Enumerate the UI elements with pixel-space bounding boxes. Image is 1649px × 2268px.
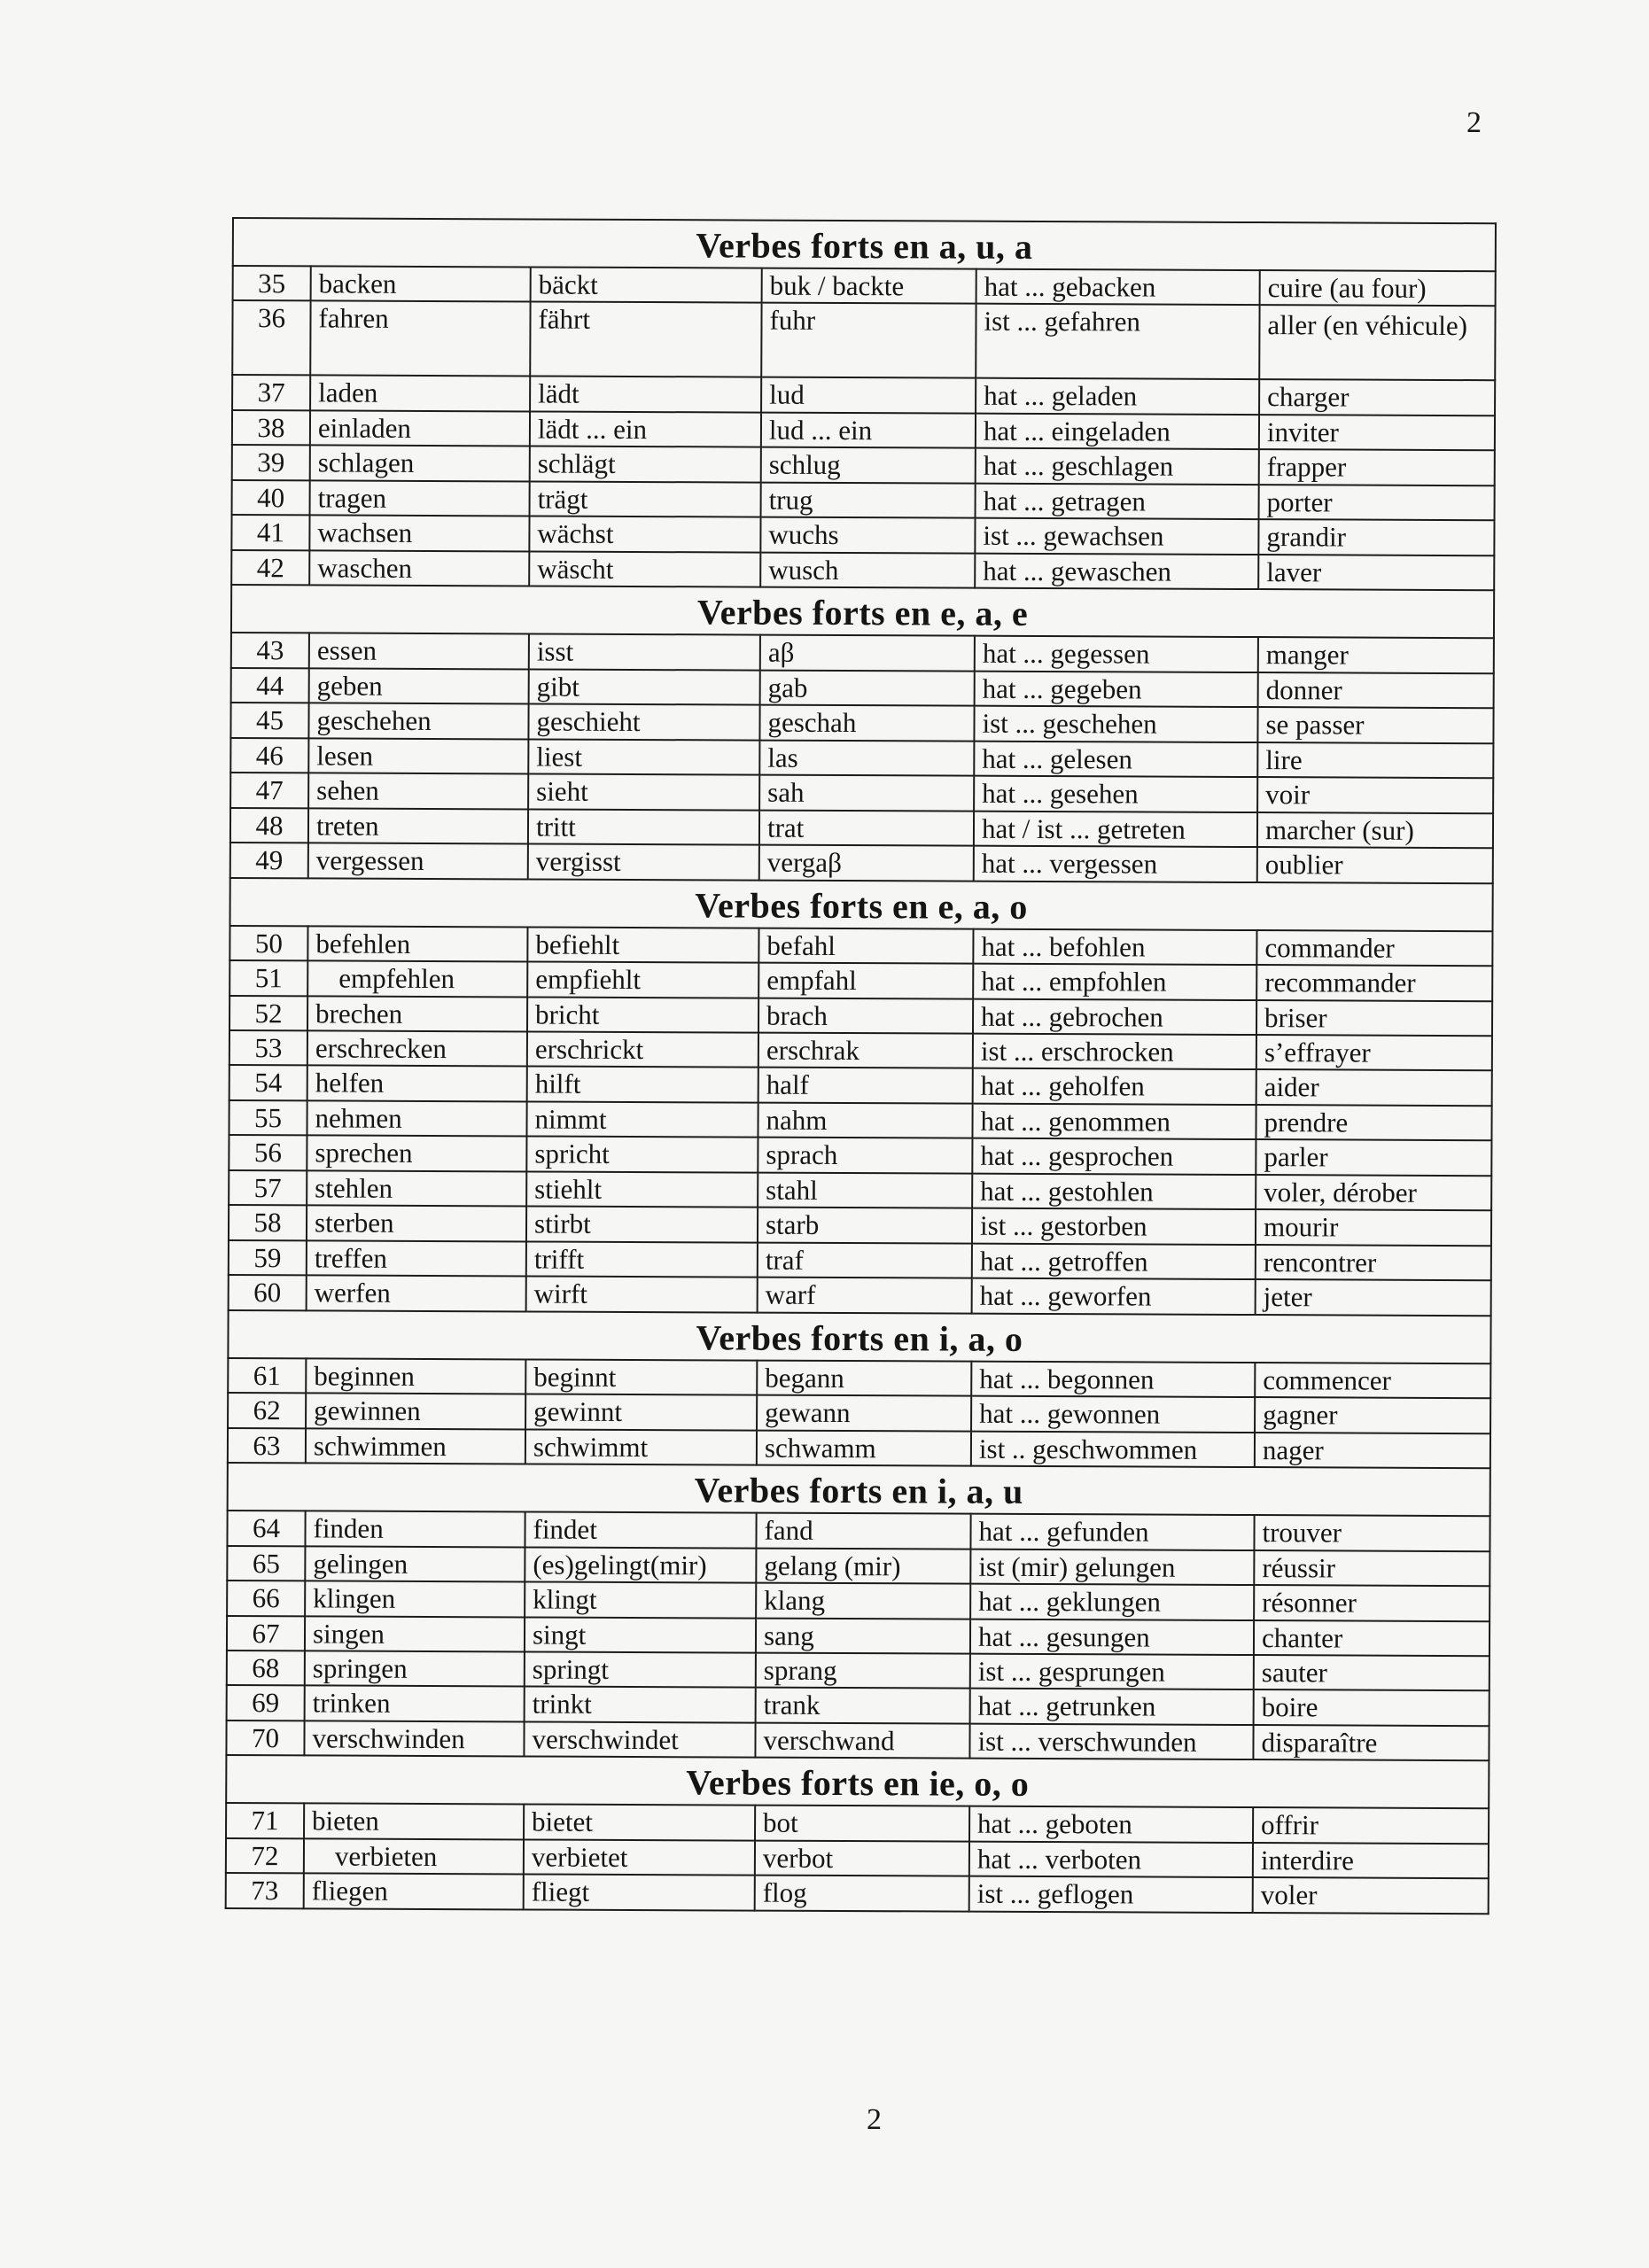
section-header-row <box>230 878 1493 931</box>
verb-french: sauter <box>1254 1655 1490 1691</box>
verb-preterite: half <box>758 1068 973 1104</box>
table-row <box>228 1393 1490 1433</box>
table-row <box>230 808 1493 849</box>
verb-number: 65 <box>227 1546 305 1581</box>
verb-infinitive: laden <box>310 376 530 412</box>
verb-perfect: hat ... gewaschen <box>975 553 1258 589</box>
section-header-row <box>233 218 1496 271</box>
verb-number: 57 <box>229 1170 307 1206</box>
verb-perfect: hat ... gegeben <box>975 671 1258 707</box>
verb-present: trinkt <box>525 1687 756 1723</box>
verb-present: klingt <box>525 1582 756 1619</box>
verb-french: prendre <box>1256 1105 1491 1141</box>
verb-infinitive: fahren <box>310 301 530 377</box>
verb-number: 37 <box>232 375 310 410</box>
verb-french: interdire <box>1253 1843 1489 1879</box>
verb-number: 42 <box>231 550 309 586</box>
verb-infinitive: wachsen <box>309 516 529 552</box>
verb-number: 58 <box>229 1205 307 1240</box>
verb-number: 63 <box>228 1428 306 1464</box>
verb-preterite: gab <box>760 670 975 706</box>
verb-infinitive: helfen <box>307 1066 527 1102</box>
verb-number: 61 <box>228 1358 306 1394</box>
table-row <box>232 480 1495 521</box>
verb-number: 69 <box>227 1685 305 1720</box>
verb-infinitive: finden <box>305 1511 525 1547</box>
verb-french: frapper <box>1259 449 1495 485</box>
verb-number: 46 <box>230 738 308 773</box>
verb-preterite: sang <box>756 1618 970 1654</box>
verb-french: marcher (sur) <box>1257 812 1493 849</box>
verb-number: 73 <box>226 1873 304 1908</box>
verb-perfect: ist .. geschwommen <box>971 1431 1255 1467</box>
verb-number: 44 <box>231 668 309 703</box>
verb-number: 56 <box>229 1135 307 1170</box>
section-header-row <box>228 1463 1490 1516</box>
verb-french: boire <box>1254 1690 1490 1727</box>
verb-number: 47 <box>230 773 308 808</box>
verb-number: 54 <box>229 1065 307 1100</box>
verb-perfect: ist ... verschwunden <box>969 1724 1253 1760</box>
verb-preterite: trat <box>759 810 974 846</box>
table-row <box>231 515 1494 555</box>
verb-infinitive: gelingen <box>305 1546 525 1582</box>
verb-infinitive: singen <box>305 1616 525 1652</box>
verb-number: 55 <box>229 1100 307 1136</box>
table-row <box>226 1720 1489 1761</box>
verb-french: rencontrer <box>1256 1245 1491 1281</box>
verb-perfect: ist ... gefahren <box>976 304 1259 379</box>
verb-present: bietet <box>524 1805 755 1841</box>
verb-french: chanter <box>1254 1620 1490 1657</box>
verb-present: isst <box>529 634 760 671</box>
verb-perfect: hat ... gebrochen <box>973 998 1256 1035</box>
table-row <box>227 1546 1490 1587</box>
verb-preterite: buk / backte <box>762 268 976 305</box>
verb-present: spricht <box>526 1137 758 1173</box>
verb-infinitive: sprechen <box>307 1136 526 1172</box>
verb-preterite: sah <box>759 775 974 812</box>
section-header-row <box>228 1310 1490 1363</box>
verb-perfect: hat ... gebacken <box>976 269 1260 306</box>
verb-french: s’effrayer <box>1256 1035 1492 1071</box>
table-row <box>231 633 1494 673</box>
verb-preterite: trug <box>761 482 976 518</box>
verb-infinitive: bieten <box>304 1804 524 1840</box>
verb-number: 68 <box>227 1651 305 1686</box>
verb-preterite: verbot <box>755 1840 969 1876</box>
verb-french: grandir <box>1258 519 1494 555</box>
verb-perfect: hat ... genommen <box>972 1104 1256 1140</box>
verb-perfect: hat ... geboten <box>969 1806 1253 1843</box>
verb-infinitive: verschwinden <box>304 1720 524 1757</box>
verb-preterite: empfahl <box>758 963 973 999</box>
verb-preterite: starb <box>758 1208 972 1244</box>
verb-preterite: verschwand <box>755 1723 969 1759</box>
verb-present: geschieht <box>528 704 759 741</box>
table-row <box>231 550 1494 591</box>
verb-infinitive: sehen <box>308 773 528 810</box>
verb-preterite: vergaβ <box>759 845 974 882</box>
verb-perfect: ist ... gesprungen <box>970 1654 1254 1690</box>
verb-table-sheet <box>225 217 1495 1915</box>
verb-french: lire <box>1257 742 1493 779</box>
verb-number: 48 <box>230 808 308 843</box>
verb-present: wirft <box>526 1277 758 1313</box>
verb-infinitive: essen <box>309 633 529 670</box>
verb-infinitive: tragen <box>310 480 530 517</box>
verb-infinitive: fliegen <box>304 1874 524 1910</box>
verb-french: trouver <box>1254 1515 1490 1551</box>
table-row <box>230 843 1493 883</box>
verb-present: verschwindet <box>524 1721 755 1758</box>
verb-french: nager <box>1255 1433 1490 1469</box>
verb-infinitive: werfen <box>307 1276 526 1312</box>
verb-present: trägt <box>530 481 761 517</box>
verb-preterite: las <box>759 740 974 776</box>
verb-number: 59 <box>229 1240 307 1276</box>
verb-infinitive: verbieten <box>304 1838 524 1875</box>
verb-french: briser <box>1256 1000 1492 1037</box>
verb-french: aider <box>1256 1069 1492 1106</box>
verb-present: erschrickt <box>527 1031 758 1068</box>
table-row <box>229 1205 1491 1246</box>
verb-present: trifft <box>526 1241 758 1278</box>
verb-infinitive: backen <box>311 266 531 302</box>
verb-infinitive: springen <box>305 1651 525 1687</box>
table-row <box>229 926 1492 967</box>
verb-perfect: hat ... eingeladen <box>976 414 1259 450</box>
verb-infinitive: befehlen <box>307 926 527 962</box>
table-row <box>227 1511 1490 1551</box>
verb-perfect: hat ... vergessen <box>974 846 1257 882</box>
verb-preterite: begann <box>757 1360 971 1396</box>
table-row <box>229 1240 1491 1281</box>
verb-number: 64 <box>227 1511 305 1546</box>
strong-verbs-table <box>225 217 1497 1915</box>
verb-infinitive: sterben <box>307 1206 526 1242</box>
verb-preterite: erschrak <box>758 1033 973 1069</box>
table-row <box>227 1616 1490 1657</box>
verb-french: commencer <box>1255 1363 1490 1399</box>
table-row <box>232 410 1495 451</box>
verb-preterite: wuchs <box>760 517 975 554</box>
verb-preterite: bot <box>755 1806 969 1842</box>
verb-perfect: hat ... geschlagen <box>976 448 1259 485</box>
verb-french: cuire (au four) <box>1260 270 1496 307</box>
verb-french: mourir <box>1256 1209 1491 1246</box>
verb-present: liest <box>528 739 759 775</box>
verb-number: 71 <box>226 1803 304 1838</box>
verb-french: charger <box>1259 380 1495 416</box>
table-row <box>230 773 1493 813</box>
verb-french: disparaître <box>1253 1725 1489 1761</box>
verb-present: schwimmt <box>525 1429 757 1465</box>
verb-preterite: befahl <box>758 928 973 964</box>
verb-number: 43 <box>231 633 309 668</box>
verb-preterite: sprach <box>758 1138 972 1174</box>
verb-perfect: ist ... erschrocken <box>973 1034 1256 1070</box>
verb-infinitive: empfehlen <box>307 960 527 997</box>
verb-french: voir <box>1257 777 1493 813</box>
verb-present: singt <box>525 1617 756 1653</box>
verb-present: wächst <box>529 517 760 553</box>
verb-present: sieht <box>528 774 759 811</box>
table-row <box>231 668 1494 709</box>
verb-infinitive: lesen <box>308 738 528 774</box>
page-number-bottom: 2 <box>867 2103 882 2136</box>
verb-french: jeter <box>1256 1279 1491 1316</box>
verb-infinitive: geben <box>309 668 529 704</box>
verb-number: 50 <box>229 926 307 961</box>
verb-preterite: stahl <box>758 1172 972 1208</box>
verb-perfect: ist ... gestorben <box>972 1208 1256 1245</box>
verb-perfect: hat ... gelesen <box>974 741 1257 777</box>
verb-number: 41 <box>231 515 309 550</box>
verb-present: fliegt <box>524 1875 755 1911</box>
section-title: Verbes forts en ie, o, o <box>226 1755 1489 1808</box>
table-row <box>229 1170 1491 1211</box>
table-row <box>230 703 1493 743</box>
verb-infinitive: nehmen <box>307 1100 526 1137</box>
verb-present: gibt <box>529 669 760 705</box>
verb-infinitive: geschehen <box>308 703 528 740</box>
verb-perfect: hat ... begonnen <box>971 1361 1255 1397</box>
verb-perfect: hat ... gesprochen <box>972 1138 1256 1175</box>
table-row <box>227 1685 1490 1726</box>
verb-number: 72 <box>226 1838 304 1874</box>
verb-french: commander <box>1256 930 1492 967</box>
table-row <box>232 375 1495 416</box>
verb-infinitive: gewinnen <box>306 1394 525 1430</box>
table-row <box>229 1065 1492 1106</box>
verb-perfect: ist ... geschehen <box>974 706 1257 742</box>
verb-preterite: fand <box>756 1513 970 1550</box>
table-row <box>229 1030 1492 1071</box>
verb-perfect: hat ... gestohlen <box>972 1173 1256 1209</box>
verb-infinitive: schwimmen <box>306 1428 525 1464</box>
verb-number: 45 <box>230 703 308 738</box>
table-row <box>228 1358 1490 1399</box>
verb-perfect: hat ... befohlen <box>973 928 1256 965</box>
verb-infinitive: treffen <box>307 1240 526 1277</box>
table-row <box>229 1100 1491 1141</box>
verb-perfect: hat ... getrunken <box>970 1689 1254 1725</box>
verb-present: wäscht <box>529 551 760 587</box>
verb-french: laver <box>1258 555 1494 591</box>
verb-french: manger <box>1258 637 1494 673</box>
verb-perfect: hat / ist ... getreten <box>974 811 1257 847</box>
table-row <box>227 1651 1490 1691</box>
verb-perfect: hat ... empfohlen <box>973 964 1256 1000</box>
table-row <box>228 1428 1490 1469</box>
verb-perfect: ist (mir) gelungen <box>970 1549 1254 1585</box>
verb-infinitive: treten <box>308 808 528 844</box>
table-row <box>233 266 1496 307</box>
verb-present: fährt <box>530 302 761 377</box>
verb-french: donner <box>1258 672 1494 709</box>
verb-present: stirbt <box>526 1207 758 1243</box>
verb-preterite: schwamm <box>757 1430 971 1466</box>
verb-french: offrir <box>1253 1807 1489 1844</box>
verb-number: 67 <box>227 1616 305 1651</box>
verb-french: voler, dérober <box>1256 1175 1491 1211</box>
verb-infinitive: vergessen <box>308 843 528 879</box>
table-row <box>226 1803 1489 1844</box>
verb-number: 53 <box>229 1030 307 1066</box>
verb-preterite: traf <box>758 1242 972 1278</box>
verb-number: 51 <box>229 960 307 996</box>
verb-preterite: aβ <box>760 635 975 672</box>
verb-number: 62 <box>228 1393 306 1428</box>
verb-french: aller (en véhicule) <box>1259 306 1495 381</box>
verb-french: porter <box>1259 485 1495 521</box>
verb-preterite: geschah <box>759 705 974 742</box>
section-title: Verbes forts en i, a, u <box>228 1463 1490 1516</box>
verb-infinitive: brechen <box>307 996 527 1032</box>
verb-infinitive: waschen <box>309 550 529 586</box>
verb-present: bäckt <box>531 267 762 303</box>
verb-present: vergisst <box>528 844 759 881</box>
verb-present: empfiehlt <box>527 961 758 998</box>
verb-number: 70 <box>226 1720 304 1756</box>
table-row <box>230 738 1493 779</box>
verb-french: recommander <box>1256 965 1492 1001</box>
verb-preterite: gelang (mir) <box>756 1548 970 1584</box>
verb-french: oublier <box>1257 847 1493 883</box>
verb-perfect: hat ... geworfen <box>972 1278 1256 1315</box>
table-row <box>232 300 1495 380</box>
table-row <box>226 1873 1489 1914</box>
table-row <box>229 1135 1491 1176</box>
section-header-row <box>231 585 1494 638</box>
verb-infinitive: einladen <box>310 410 530 447</box>
verb-preterite: lud <box>761 377 976 414</box>
table-row <box>229 995 1492 1036</box>
verb-preterite: warf <box>758 1278 972 1314</box>
verb-preterite: nahm <box>758 1103 972 1139</box>
table-row <box>229 1275 1491 1316</box>
verb-perfect: hat ... geklungen <box>970 1584 1254 1620</box>
verb-present: lädt <box>530 377 761 413</box>
verb-preterite: fuhr <box>761 303 976 378</box>
verb-present: stiehlt <box>526 1171 758 1208</box>
verb-infinitive: beginnen <box>306 1358 525 1394</box>
verb-infinitive: erschrecken <box>307 1030 527 1067</box>
verb-number: 39 <box>232 445 310 480</box>
section-title: Verbes forts en e, a, e <box>231 585 1494 638</box>
verb-number: 52 <box>229 995 307 1030</box>
verb-present: gewinnt <box>525 1394 757 1431</box>
verb-perfect: hat ... getragen <box>976 484 1259 520</box>
verb-preterite: lud ... ein <box>761 413 976 449</box>
verb-present: hilft <box>527 1067 758 1103</box>
verb-number: 60 <box>229 1275 307 1310</box>
verb-infinitive: schlagen <box>310 446 530 482</box>
section-header-row <box>226 1755 1489 1808</box>
verb-present: schlägt <box>530 447 761 483</box>
verb-preterite: wusch <box>760 552 975 588</box>
verb-perfect: ist ... geflogen <box>969 1876 1253 1913</box>
verb-preterite: flog <box>755 1876 969 1912</box>
verb-french: réussir <box>1254 1550 1490 1587</box>
verb-infinitive: klingen <box>305 1581 525 1617</box>
table-row <box>227 1581 1490 1621</box>
verb-number: 49 <box>230 843 308 878</box>
verb-present: findet <box>525 1512 756 1549</box>
verb-present: bricht <box>527 997 758 1033</box>
verb-french: inviter <box>1259 415 1495 451</box>
verb-present: befiehlt <box>527 927 758 963</box>
verb-preterite: sprang <box>756 1653 970 1689</box>
verb-number: 36 <box>232 300 310 375</box>
verb-perfect: ist ... gewachsen <box>975 518 1258 555</box>
verb-perfect: hat ... getroffen <box>972 1243 1256 1279</box>
verb-perfect: hat ... gefunden <box>970 1514 1254 1550</box>
verb-french: voler <box>1253 1877 1489 1914</box>
verb-perfect: hat ... gewonnen <box>971 1396 1255 1433</box>
verb-french: résonner <box>1254 1585 1490 1621</box>
verb-infinitive: trinken <box>305 1686 525 1722</box>
verb-perfect: hat ... gegessen <box>975 636 1258 672</box>
table-row <box>226 1838 1489 1879</box>
verb-present: tritt <box>528 809 759 845</box>
verb-perfect: hat ... geladen <box>976 378 1259 415</box>
section-title: Verbes forts en i, a, o <box>228 1310 1490 1363</box>
verb-number: 66 <box>227 1581 305 1616</box>
verb-infinitive: stehlen <box>307 1170 526 1207</box>
verb-preterite: trank <box>756 1688 970 1724</box>
verb-present: beginnt <box>525 1359 757 1395</box>
verb-preterite: schlug <box>761 447 976 484</box>
verb-perfect: hat ... verboten <box>969 1842 1253 1878</box>
section-title: Verbes forts en e, a, o <box>230 878 1493 931</box>
verb-present: (es)gelingt(mir) <box>525 1547 756 1583</box>
verb-french: gagner <box>1255 1397 1490 1433</box>
verb-present: springt <box>525 1651 756 1688</box>
verb-perfect: hat ... gesungen <box>970 1619 1254 1655</box>
verb-number: 40 <box>232 480 310 516</box>
verb-present: lädt ... ein <box>530 411 761 447</box>
verb-preterite: klang <box>756 1583 970 1619</box>
verb-french: se passer <box>1257 707 1493 743</box>
verb-french: parler <box>1256 1139 1491 1176</box>
verb-number: 35 <box>233 266 311 301</box>
table-row <box>232 445 1495 485</box>
verb-preterite: brach <box>758 998 973 1034</box>
table-row <box>229 960 1492 1001</box>
verb-present: verbietet <box>524 1839 755 1876</box>
verb-perfect: hat ... gesehen <box>974 776 1257 812</box>
verb-number: 38 <box>232 410 310 446</box>
verb-perfect: hat ... geholfen <box>973 1068 1256 1105</box>
section-title: Verbes forts en a, u, a <box>233 218 1496 271</box>
verb-present: nimmt <box>526 1101 758 1138</box>
page-number-top: 2 <box>1466 106 1482 139</box>
verb-preterite: gewann <box>757 1395 971 1432</box>
